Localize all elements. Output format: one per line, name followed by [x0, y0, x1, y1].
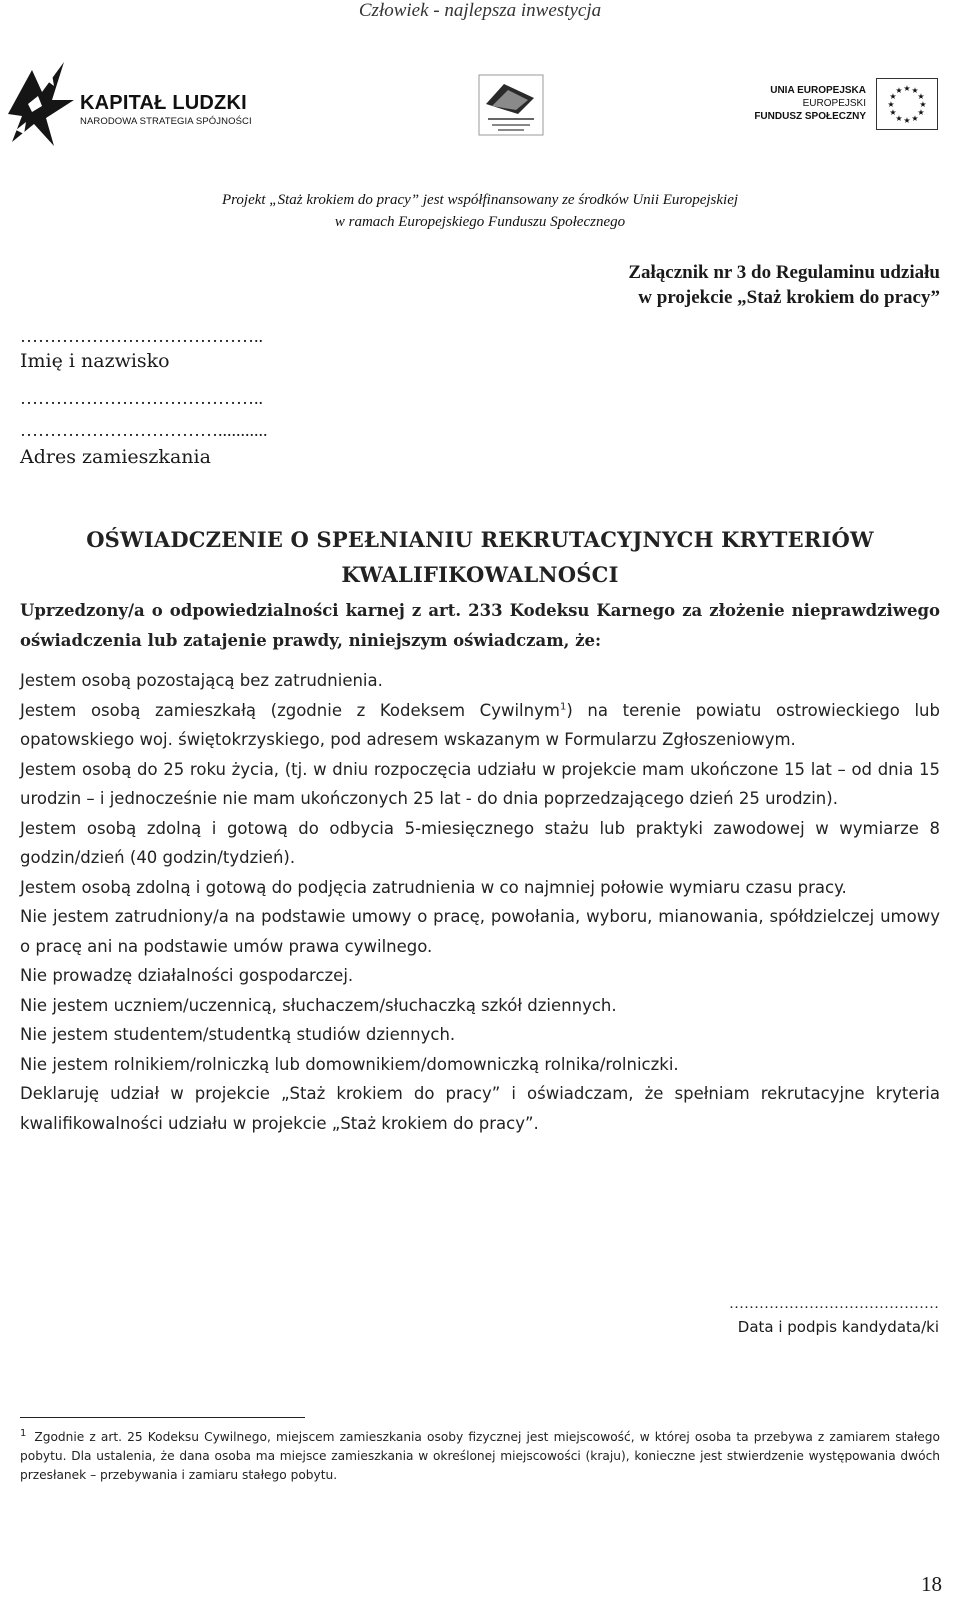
eu-flag-stars: [876, 78, 938, 130]
header-motto: Człowiek - najlepsza inwestycja: [358, 0, 602, 21]
svg-text:★: ★: [917, 92, 925, 101]
name-field-dots[interactable]: …………………………………..: [20, 326, 263, 346]
address-field-dots-1[interactable]: …………………………………..: [20, 388, 263, 408]
footnote-separator: [20, 1417, 305, 1418]
residence-after: ) na terenie powiatu ostrowieckiego lub opatowskiego woj. świętokrzyskiego, pod adresem wskazanym w Formularzu Zgłoszeniowym.: [20, 700, 940, 749]
svg-text:★: ★: [903, 116, 911, 125]
document-title: [0, 522, 960, 592]
title-line2: KWALIFIKOWALNOŚCI: [341, 562, 619, 587]
footnote: [20, 1428, 940, 1485]
project-line1: Projekt „Staż krokiem do pracy” jest współfinansowany ze środków Unii Europejskiej: [221, 192, 739, 208]
title-line1: OŚWIADCZENIE O SPEŁNIANIU REKRUTACYJNYCH KRYTERIÓW: [86, 527, 874, 552]
declarations-list: [20, 666, 940, 1138]
declaration-item: Jestem osobą zdolną i gotową do podjęcia zatrudnienia w co najmniej połowie wymiaru czasu pracy.: [20, 877, 847, 897]
footnote-text: Zgodnie z art. 25 Kodeksu Cywilnego, miejscem zamieszkania osoby fizycznej jest miejscowość, w której osoba ta przebywa z zamiarem stałego pobytu. Dla ustalenia, że dana osoba ma miejsce zamieszkania w określonej miejscowości (kraju), konieczne jest stwierdzenie występowania dwóch przesłanek – przebywania i zamiaru stałego pobytu.: [20, 1430, 940, 1482]
svg-text:★: ★: [887, 100, 895, 109]
svg-text:★: ★: [919, 100, 927, 109]
address-field-label: Adres zamieszkania: [20, 446, 211, 468]
footnote-number: 1: [20, 1427, 27, 1439]
declaration-item: Jestem osobą zdolną i gotową do odbycia 5-miesięcznego stażu lub praktyki zawodowej w wymiarze 8 godzin/dzień (40 godzin/tydzień).: [20, 818, 940, 867]
svg-text:★: ★: [911, 114, 919, 123]
svg-text:★: ★: [911, 86, 919, 95]
kapital-ludzki-subtitle: NARODOWA STRATEGIA SPÓJNOŚCI: [80, 116, 252, 127]
declaration-item: Nie prowadzę działalności gospodarczej.: [20, 966, 354, 985]
residence-before: Jestem osobą zamieszkałą (zgodnie z Kodeksem Cywilnym: [20, 700, 560, 720]
page-number: 18: [921, 1572, 942, 1596]
kapital-ludzki-title: KAPITAŁ LUDZKI: [80, 92, 247, 114]
eu-line1: UNIA EUROPEJSKA: [770, 85, 866, 96]
declaration-item: Jestem osobą do 25 roku życia, (tj. w dniu rozpoczęcia udziału w projekcie mam ukończone 15 lat – od dnia 15 urodzin – i jednocześnie nie mam ukończonych 25 lat - do dnia poprzedzającego dzień 25 urodzin).: [20, 759, 940, 808]
svg-text:★: ★: [889, 108, 897, 117]
liability-statement: Uprzedzony/a o odpowiedzialności karnej z art. 233 Kodeksu Karnego za złożenie nieprawdziwego oświadczenia lub zatajenie prawdy, niniejszym oświadczam, że:: [20, 601, 940, 650]
name-field-label: Imię i nazwisko: [20, 350, 170, 372]
declaration-item: Nie jestem studentem/studentką studiów dziennych.: [20, 1025, 456, 1044]
footnote-ref: 1: [559, 701, 567, 712]
declaration-item: Deklaruję udział w projekcie „Staż krokiem do pracy” i oświadczam, że spełniam rekrutacyjne kryteria kwalifikowalności udziału w projekcie „Staż krokiem do pracy”.: [20, 1084, 940, 1133]
project-line2: w ramach Europejskiego Funduszu Społecznego: [334, 214, 626, 230]
address-field-dots-2[interactable]: ……………………………...........: [20, 420, 268, 440]
declaration-item: Nie jestem uczniem/uczennicą, słuchaczem/słuchaczką szkół dziennych.: [20, 995, 617, 1015]
eu-text: [742, 84, 866, 123]
eu-line3: FUNDUSZ SPOŁECZNY: [754, 111, 866, 122]
declaration-residence: [20, 696, 940, 755]
svg-text:★: ★: [903, 84, 911, 93]
annex-line1: Załącznik nr 3 do Regulaminu udziału: [628, 262, 940, 283]
svg-text:★: ★: [917, 108, 925, 117]
annex-line2: w projekcie „Staż krokiem do pracy”: [638, 287, 940, 308]
declaration-item: Nie jestem rolnikiem/rolniczką lub domownikiem/domowniczką rolnika/rolniczki.: [20, 1054, 679, 1074]
eu-line2: EUROPEJSKI: [802, 98, 866, 109]
declaration-item: Jestem osobą pozostającą bez zatrudnienia.: [20, 671, 383, 690]
annex-heading: [628, 260, 940, 310]
urzad-pracy-logo: [478, 74, 544, 136]
signature-dots[interactable]: ……………………………………: [729, 1296, 939, 1312]
signature-label: Data i podpis kandydata/ki: [737, 1318, 939, 1336]
svg-text:★: ★: [895, 86, 903, 95]
svg-text:★: ★: [895, 114, 903, 123]
svg-text:★: ★: [889, 92, 897, 101]
declaration-item: Nie jestem zatrudniony/a na podstawie umowy o pracę, powołania, wyboru, mianowania, spółdzielczej umowy o pracę ani na podstawie umów prawa cywilnego.: [20, 907, 940, 956]
project-cofinancing-note: [0, 189, 960, 233]
